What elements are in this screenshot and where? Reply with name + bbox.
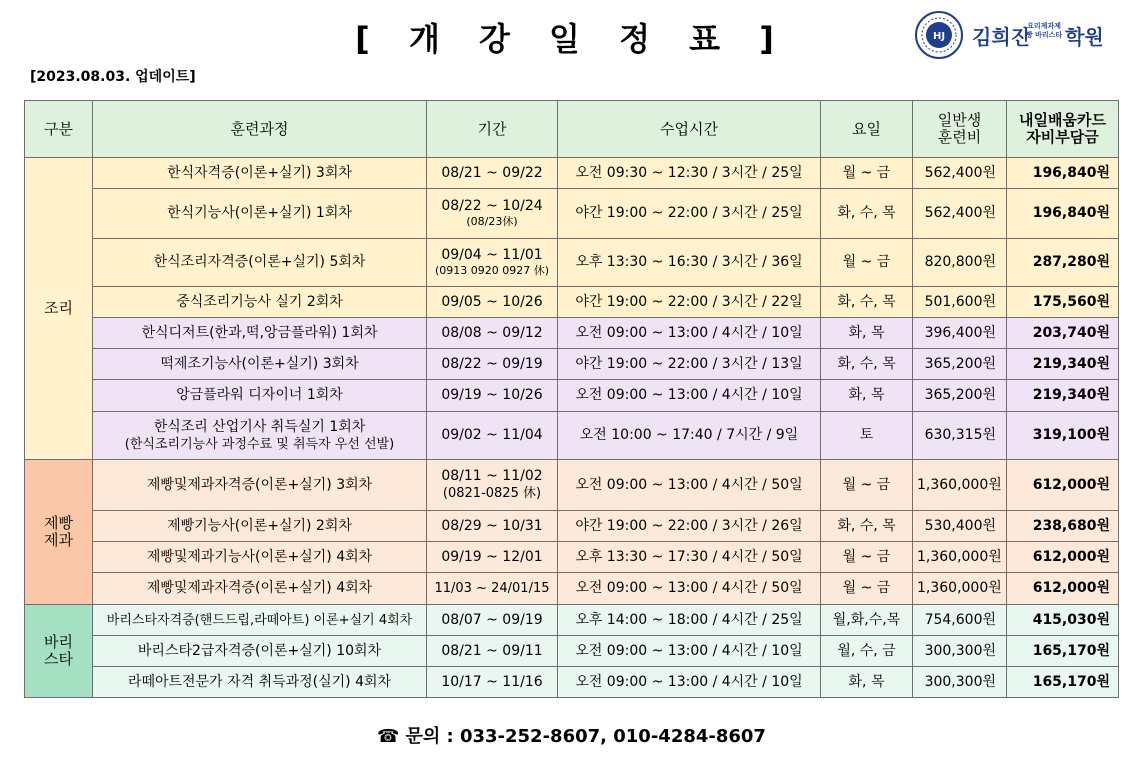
course-name: 앙금플라워 디자이너 1회차 (93, 380, 427, 412)
course-days: 화, 수, 목 (821, 349, 913, 380)
contact-text: 문의 : 033-252-8607, 010-4284-8607 (405, 726, 766, 747)
general-fee: 300,300원 (913, 667, 1007, 698)
table-header-row (25, 101, 1119, 158)
update-date-label: [2023.08.03. 업데이트] (30, 69, 196, 85)
table-row (25, 239, 1119, 287)
general-fee: 501,600원 (913, 287, 1007, 318)
header-days: 요일 (821, 101, 913, 158)
course-days: 월, 수, 금 (821, 636, 913, 667)
category-baking (25, 460, 93, 605)
header-time: 수업시간 (558, 101, 821, 158)
table-row (25, 349, 1119, 380)
course-period (427, 460, 558, 511)
course-days: 화, 목 (821, 318, 913, 349)
header-card-fee-line2: 자비부담금 (1026, 128, 1099, 146)
category-barista-line1: 바리 (44, 633, 73, 651)
period-note: (0821-0825 休) (442, 486, 542, 501)
course-period: 09/05 ~ 10/26 (427, 287, 558, 318)
course-name: 한식기능사(이론+실기) 1회차 (93, 189, 427, 239)
course-name: 바리스타2급자격증(이론+실기) 10회차 (93, 636, 427, 667)
course-name: 한식조리자격증(이론+실기) 5회차 (93, 239, 427, 287)
course-period: 08/22 ~ 09/19 (427, 349, 558, 380)
card-fee: 175,560원 (1007, 287, 1119, 318)
course-time: 야간 19:00 ~ 22:00 / 3시간 / 22일 (558, 287, 821, 318)
category-barista-line2: 스타 (44, 650, 73, 668)
course-period: 08/29 ~ 10/31 (427, 511, 558, 542)
category-cooking: 조리 (25, 158, 93, 460)
table-row (25, 511, 1119, 542)
general-fee: 396,400원 (913, 318, 1007, 349)
course-name-main: 한식조리 산업기사 취득실기 1회차 (153, 418, 366, 435)
course-name: 떡제조기능사(이론+실기) 3회차 (93, 349, 427, 380)
period-note: (0913 0920 0927 休) (434, 264, 550, 277)
card-fee: 196,840원 (1007, 189, 1119, 239)
course-days: 월 ~ 금 (821, 460, 913, 511)
course-days: 월 ~ 금 (821, 239, 913, 287)
card-fee: 612,000원 (1007, 573, 1119, 605)
card-fee: 238,680원 (1007, 511, 1119, 542)
general-fee: 820,800원 (913, 239, 1007, 287)
course-name: 제빵기능사(이론+실기) 2회차 (93, 511, 427, 542)
course-name: 라떼아트전문가 자격 취득과정(실기) 4회차 (93, 667, 427, 698)
course-period: 11/03 ~ 24/01/15 (427, 573, 558, 605)
course-period: 09/19 ~ 12/01 (427, 542, 558, 573)
period-main: 08/11 ~ 11/02 (441, 468, 543, 484)
course-schedule-table (24, 100, 1119, 698)
course-time: 오전 09:00 ~ 13:00 / 4시간 / 10일 (558, 636, 821, 667)
card-fee: 219,340원 (1007, 380, 1119, 412)
course-period (427, 239, 558, 287)
card-fee: 612,000원 (1007, 460, 1119, 511)
table-row (25, 318, 1119, 349)
header-period: 기간 (427, 101, 558, 158)
card-fee: 165,170원 (1007, 636, 1119, 667)
table-row (25, 605, 1119, 636)
general-fee: 300,300원 (913, 636, 1007, 667)
general-fee: 1,360,000원 (913, 573, 1007, 605)
course-days: 월 ~ 금 (821, 158, 913, 189)
course-period: 10/17 ~ 11/16 (427, 667, 558, 698)
course-time: 오후 13:30 ~ 17:30 / 4시간 / 50일 (558, 542, 821, 573)
course-name: 제빵및제과자격증(이론+실기) 3회차 (93, 460, 427, 511)
period-main: 08/22 ~ 10/24 (441, 198, 543, 214)
category-barista (25, 605, 93, 698)
course-name: 중식조리기능사 실기 2회차 (93, 287, 427, 318)
table-row (25, 460, 1119, 511)
academy-logo (914, 10, 1114, 60)
course-time: 오후 14:00 ~ 18:00 / 4시간 / 25일 (558, 605, 821, 636)
card-fee: 415,030원 (1007, 605, 1119, 636)
course-period: 08/21 ~ 09/11 (427, 636, 558, 667)
course-time: 오전 09:00 ~ 13:00 / 4시간 / 10일 (558, 380, 821, 412)
category-baking-line1: 제빵 (44, 514, 73, 532)
header-course: 훈련과정 (93, 101, 427, 158)
course-time: 오전 10:00 ~ 17:40 / 7시간 / 9일 (558, 412, 821, 460)
card-fee: 319,100원 (1007, 412, 1119, 460)
course-days: 화, 목 (821, 380, 913, 412)
course-period (427, 189, 558, 239)
logo-suffix: 학원 (1065, 25, 1104, 49)
header-card-fee-line1: 내일배움카드 (1019, 111, 1106, 129)
course-time: 야간 19:00 ~ 22:00 / 3시간 / 13일 (558, 349, 821, 380)
card-fee: 612,000원 (1007, 542, 1119, 573)
general-fee: 754,600원 (913, 605, 1007, 636)
card-fee: 287,280원 (1007, 239, 1119, 287)
course-days: 화, 목 (821, 667, 913, 698)
general-fee: 365,200원 (913, 380, 1007, 412)
course-name: 한식디저트(한과,떡,앙금플라워) 1회차 (93, 318, 427, 349)
course-days: 토 (821, 412, 913, 460)
period-main: 09/04 ~ 11/01 (441, 247, 543, 263)
course-time: 오전 09:00 ~ 13:00 / 4시간 / 50일 (558, 573, 821, 605)
course-time: 오후 13:30 ~ 16:30 / 3시간 / 36일 (558, 239, 821, 287)
table-row (25, 412, 1119, 460)
course-time: 오전 09:00 ~ 13:00 / 4시간 / 10일 (558, 318, 821, 349)
table-row (25, 573, 1119, 605)
course-days: 화, 수, 목 (821, 511, 913, 542)
general-fee: 562,400원 (913, 189, 1007, 239)
header-general-fee-line1: 일반생 (937, 111, 982, 129)
course-time: 야간 19:00 ~ 22:00 / 3시간 / 25일 (558, 189, 821, 239)
header-general-fee (913, 101, 1007, 158)
course-period: 08/21 ~ 09/22 (427, 158, 558, 189)
card-fee: 219,340원 (1007, 349, 1119, 380)
general-fee: 562,400원 (913, 158, 1007, 189)
course-days: 월 ~ 금 (821, 542, 913, 573)
general-fee: 530,400원 (913, 511, 1007, 542)
logo-name: 김희진 (972, 25, 1030, 49)
general-fee: 1,360,000원 (913, 542, 1007, 573)
contact-info (0, 722, 1143, 748)
table-row (25, 542, 1119, 573)
table-row (25, 667, 1119, 698)
phone-icon: ☎ (377, 726, 400, 747)
logo-subtitle: 요리제과제빵 바리스타 (1025, 22, 1063, 39)
course-days: 화, 수, 목 (821, 189, 913, 239)
header-category: 구분 (25, 101, 93, 158)
course-period: 08/07 ~ 09/19 (427, 605, 558, 636)
period-note: (08/23休) (466, 215, 518, 228)
card-fee: 165,170원 (1007, 667, 1119, 698)
category-baking-line2: 제과 (44, 531, 73, 549)
course-name: 제빵및제과자격증(이론+실기) 4회차 (93, 573, 427, 605)
svg-text:HJ: HJ (932, 31, 946, 42)
course-days: 화, 수, 목 (821, 287, 913, 318)
course-time: 오전 09:00 ~ 13:00 / 4시간 / 10일 (558, 667, 821, 698)
course-name: 제빵및제과기능사(이론+실기) 4회차 (93, 542, 427, 573)
header-general-fee-line2: 훈련비 (937, 128, 982, 146)
table-row (25, 287, 1119, 318)
course-period: 08/08 ~ 09/12 (427, 318, 558, 349)
course-period: 09/19 ~ 10/26 (427, 380, 558, 412)
course-name: 바리스타자격증(핸드드립,라떼아트) 이론+실기 4회차 (93, 605, 427, 636)
page-title: [ 개 강 일 정 표 ] (355, 20, 788, 58)
academy-seal-icon (914, 10, 964, 60)
header-card-fee (1007, 101, 1119, 158)
course-period: 09/02 ~ 11/04 (427, 412, 558, 460)
card-fee: 196,840원 (1007, 158, 1119, 189)
course-time: 오전 09:00 ~ 13:00 / 4시간 / 50일 (558, 460, 821, 511)
table-row (25, 189, 1119, 239)
general-fee: 630,315원 (913, 412, 1007, 460)
course-days: 월,화,수,목 (821, 605, 913, 636)
course-name: 한식자격증(이론+실기) 3회차 (93, 158, 427, 189)
card-fee: 203,740원 (1007, 318, 1119, 349)
course-time: 오전 09:30 ~ 12:30 / 3시간 / 25일 (558, 158, 821, 189)
general-fee: 1,360,000원 (913, 460, 1007, 511)
table-row (25, 636, 1119, 667)
table-row (25, 380, 1119, 412)
course-time: 야간 19:00 ~ 22:00 / 3시간 / 26일 (558, 511, 821, 542)
course-name-note: (한식조리기능사 과정수료 및 취득자 우선 선발) (124, 436, 395, 452)
table-row (25, 158, 1119, 189)
general-fee: 365,200원 (913, 349, 1007, 380)
course-name (93, 412, 427, 460)
course-days: 월 ~ 금 (821, 573, 913, 605)
